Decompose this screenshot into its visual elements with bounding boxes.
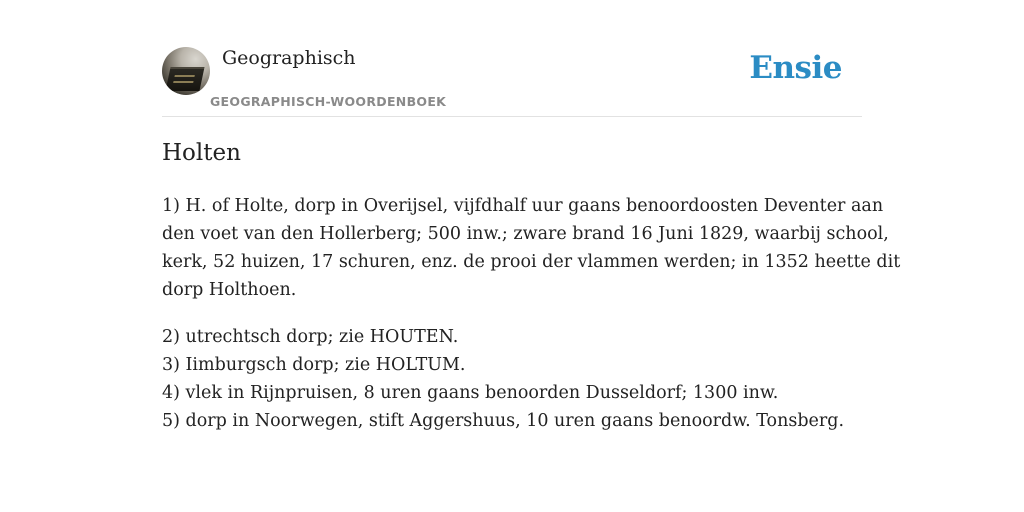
entry-line: 1) H. of Holte, dorp in Overijsel, vijfdhalf uur gaans benoordoosten Deventer aan (162, 196, 884, 216)
entry-line: 5) dorp in Noorwegen, stift Aggershuus, 10 uren gaans benoordw. Tonsberg. (162, 411, 845, 431)
dictionary-header (162, 46, 862, 117)
entry-line: kerk, 52 huizen, 17 schuren, enz. de prooi der vlammen werden; in 1352 heette dit (162, 252, 901, 272)
entry-content (162, 192, 901, 454)
entry-title: Holten (162, 140, 241, 166)
entry-line: 4) vlek in Rijnpruisen, 8 uren gaans benoorden Dusseldorf; 1300 inw. (162, 383, 779, 403)
dictionary-title[interactable]: Geographisch (222, 47, 356, 69)
entry-line: 3) Iimburgsch dorp; zie HOLTUM. (162, 355, 466, 375)
book-image (165, 67, 204, 91)
dictionary-id[interactable]: GEOGRAPHISCH-WOORDENBOEK (210, 94, 447, 109)
entry-paragraph-1 (162, 192, 901, 304)
entry-line: den voet van den Hollerberg; 500 inw.; zware brand 16 Juni 1829, waarbij school, (162, 224, 889, 244)
dictionary-avatar[interactable] (162, 47, 210, 95)
entry-line: dorp Holthoen. (162, 280, 297, 300)
entry-line: 2) utrechtsch dorp; zie HOUTEN. (162, 327, 459, 347)
entry-paragraph-2 (162, 323, 862, 435)
brand-logo[interactable]: Ensie (749, 50, 842, 86)
